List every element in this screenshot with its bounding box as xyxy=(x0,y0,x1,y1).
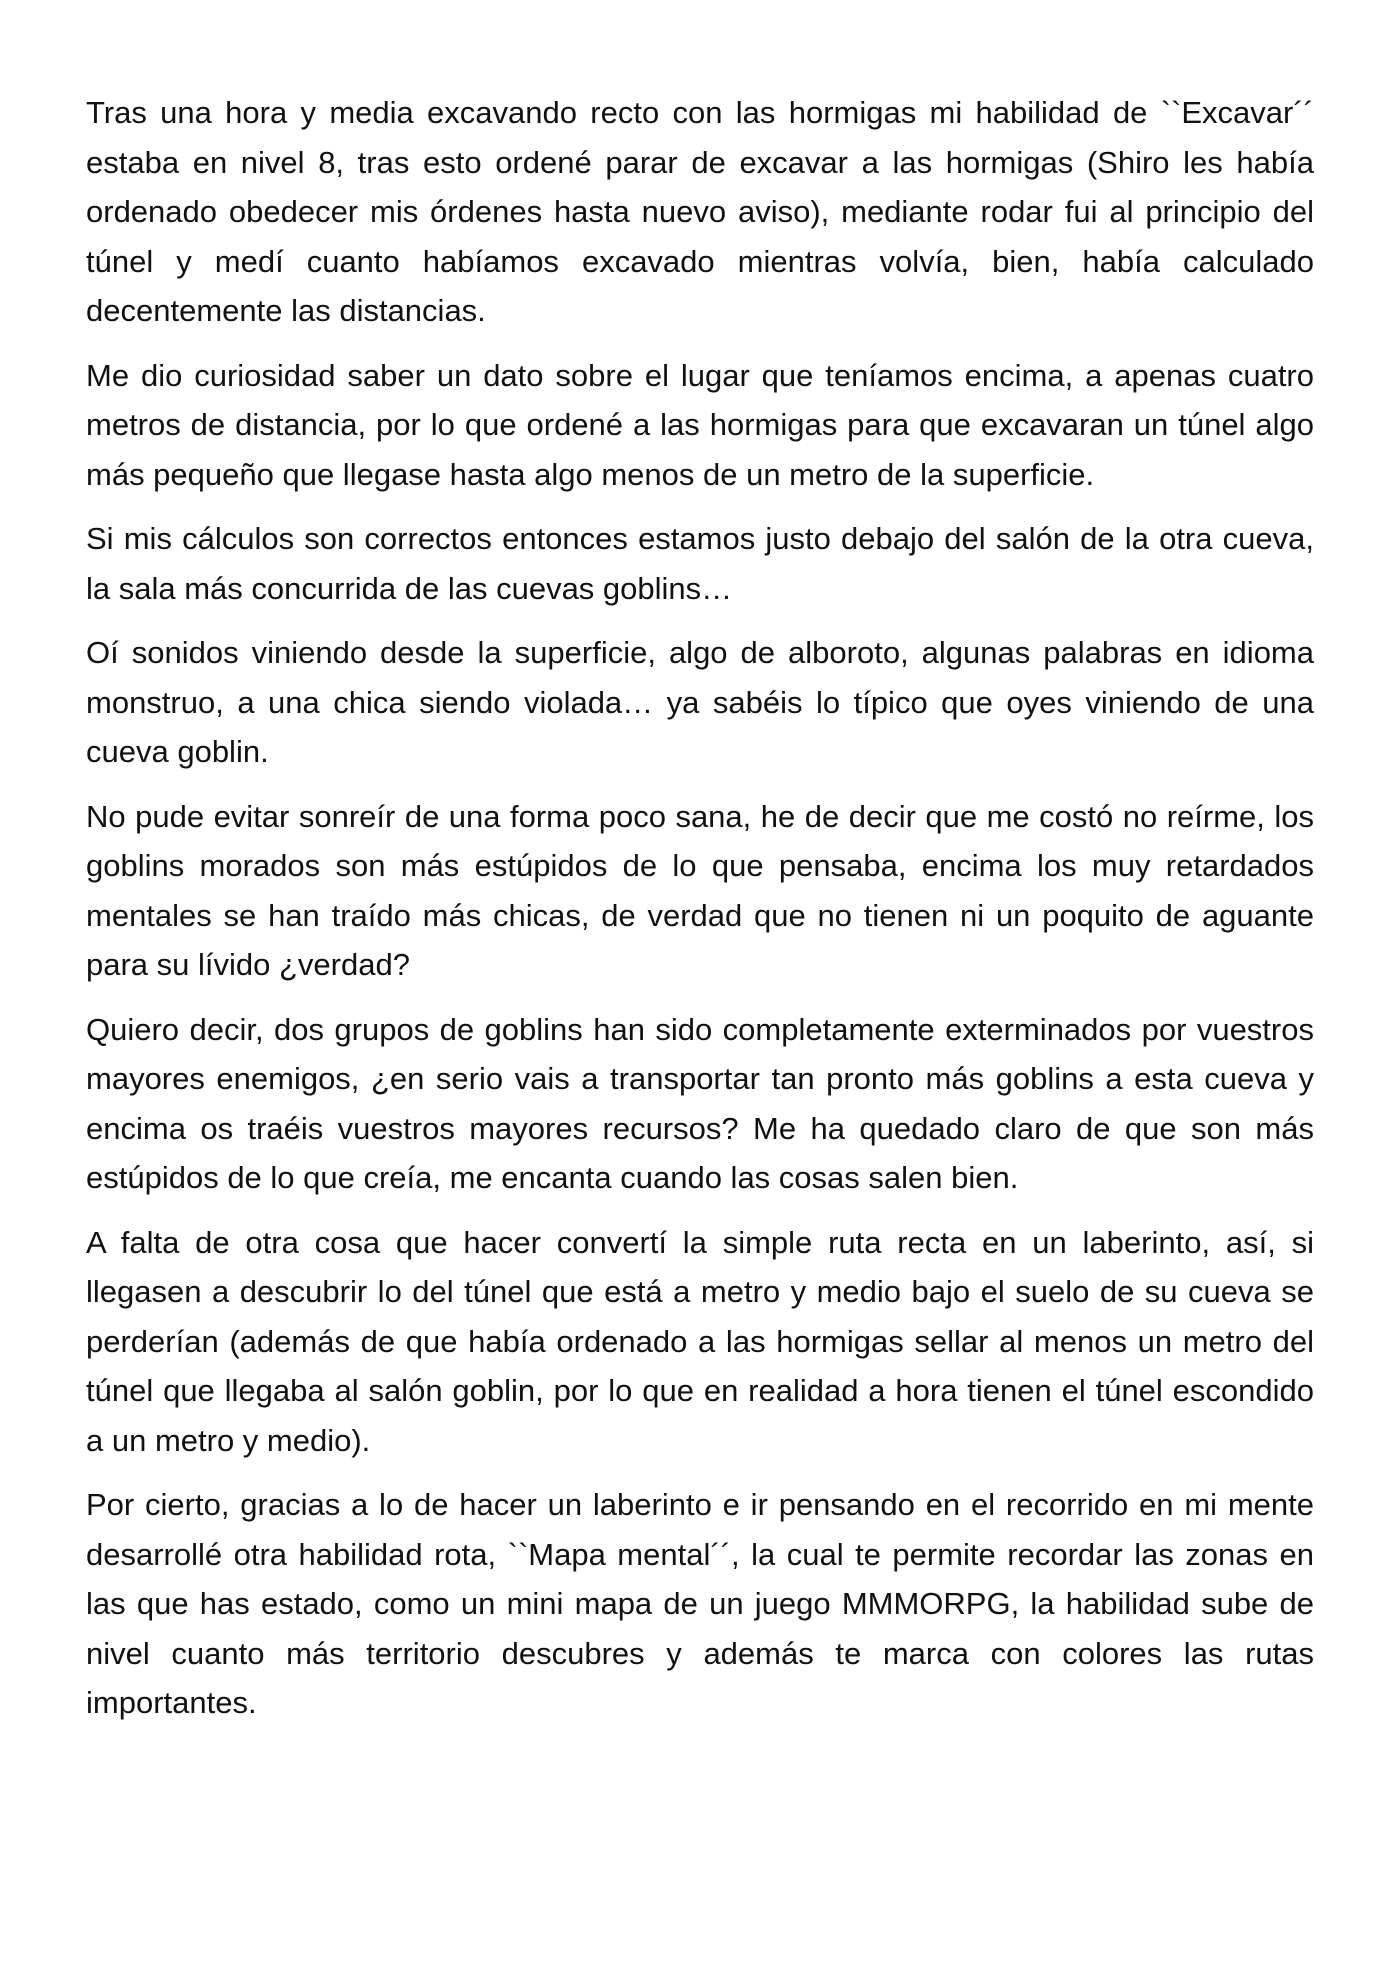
paragraph-3: Si mis cálculos son correctos entonces estamos justo debajo del salón de la otra cueva, la sala más concurrida de las cuevas goblins… xyxy=(86,521,1314,606)
paragraph-6: Quiero decir, dos grupos de goblins han sido completamente exterminados por vuestros mayores enemigos, ¿en serio vais a transportar tan pronto más goblins a esta cueva y encima os traéis vuestros mayores recursos? Me ha quedado claro de que son más estúpidos de lo que creía, me encanta cuando las cosas salen bien. xyxy=(86,1011,1314,1195)
paragraph-7: A falta de otra cosa que hacer convertí la simple ruta recta en un laberinto, así, si llegasen a descubrir lo del túnel que está a metro y medio bajo el suelo de su cueva se perderían (además de que había ordenado a las hormigas sellar al menos un metro del túnel que llegaba al salón goblin, por lo que en realidad a hora tienen el túnel escondido a un metro y medio). xyxy=(86,1224,1314,1458)
paragraph-8: Por cierto, gracias a lo de hacer un laberinto e ir pensando en el recorrido en mi mente desarrollé otra habilidad rota, ``Mapa mental´´, la cual te permite recordar las zonas en las que has estado, como un mini mapa de un juego MMMORPG, la habilidad sube de nivel cuanto más territorio descubres y además te marca con colores las rutas importantes. xyxy=(86,1487,1314,1720)
paragraph-5: No pude evitar sonreír de una forma poco sana, he de decir que me costó no reírme, los goblins morados son más estúpidos de lo que pensaba, encima los muy retardados mentales se han traído más chicas, de verdad que no tienen ni un poquito de aguante para su lívido ¿verdad? xyxy=(86,798,1314,982)
paragraph-1: Tras una hora y media excavando recto con las hormigas mi habilidad de ``Excavar´´ estaba en nivel 8, tras esto ordené parar de excavar a las hormigas (Shiro les había ordenado obedecer mis órdenes hasta nuevo aviso), mediante rodar fui al principio del túnel y medí cuanto habíamos excavado mientras volvía, bien, había calculado decentemente las distancias. xyxy=(86,95,1314,328)
paragraph-2: Me dio curiosidad saber un dato sobre el lugar que teníamos encima, a apenas cuatro metros de distancia, por lo que ordené a las hormigas para que excavaran un túnel algo más pequeño que llegase hasta algo menos de un metro de la superficie. xyxy=(86,357,1314,492)
paragraph-4: Oí sonidos viniendo desde la superficie, algo de alboroto, algunas palabras en idioma monstruo, a una chica siendo violada… ya sabéis lo típico que oyes viniendo de una cueva goblin. xyxy=(86,635,1314,769)
document-page xyxy=(86,88,1314,1743)
